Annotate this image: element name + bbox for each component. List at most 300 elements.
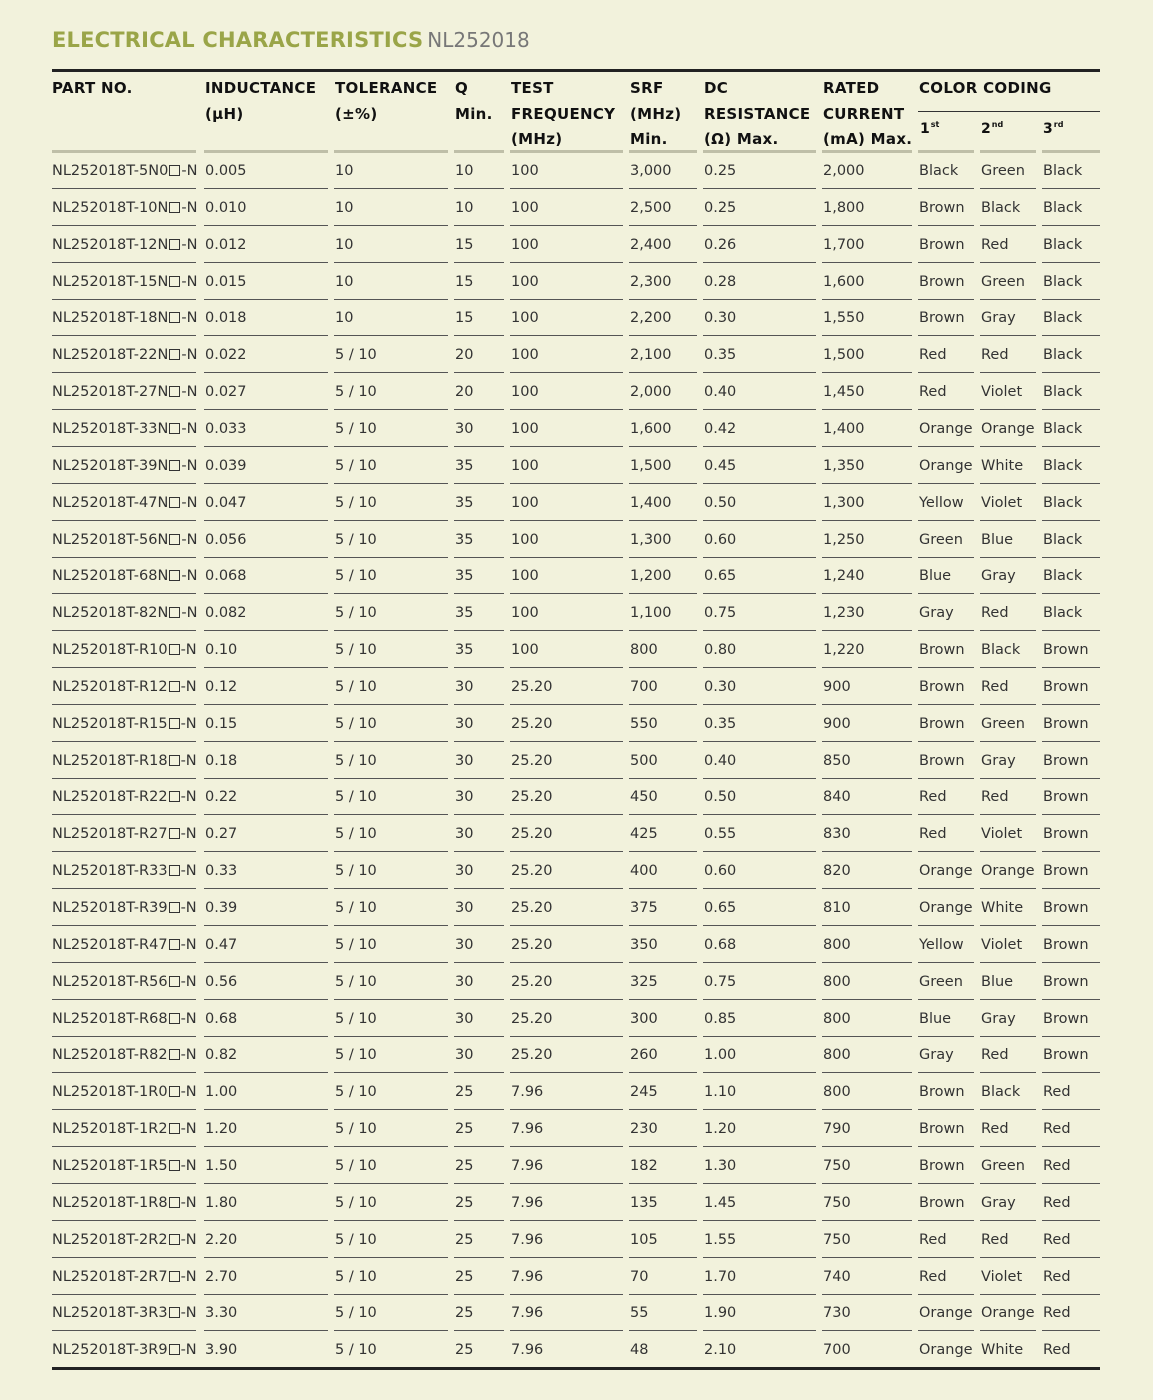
inductance-cell: 0.018 <box>205 310 247 326</box>
inductance-cell: 1.50 <box>205 1158 238 1174</box>
color-1st-cell: Yellow <box>919 937 964 953</box>
tolerance-code-box-icon <box>169 1049 180 1060</box>
row-divider <box>1042 372 1100 373</box>
color-1st-cell: Orange <box>919 863 973 879</box>
row-divider <box>1042 925 1100 926</box>
row-divider <box>454 225 504 226</box>
part-no-prefix: NL252018T-1R5 <box>52 1158 168 1174</box>
rated-current-cell: 850 <box>823 753 851 769</box>
color-3rd-cell: Red <box>1043 1232 1071 1248</box>
test-frequency-cell: 100 <box>511 421 539 437</box>
part-no-suffix: -N <box>181 347 198 363</box>
row-divider <box>980 409 1036 410</box>
test-frequency-cell: 25.20 <box>511 863 553 879</box>
row-divider <box>52 409 196 410</box>
rated-current-cell: 1,600 <box>823 274 865 290</box>
row-divider <box>703 1294 816 1295</box>
row-divider <box>918 1330 974 1331</box>
srf-cell: 800 <box>630 642 658 658</box>
row-divider <box>918 409 974 410</box>
part-no-suffix: -N <box>180 863 197 879</box>
row-divider <box>980 778 1036 779</box>
color-3rd-cell: Brown <box>1043 974 1089 990</box>
row-divider <box>629 557 697 558</box>
part-no-cell <box>52 345 197 365</box>
srf-cell: 2,100 <box>630 347 672 363</box>
tolerance-cell: 5 / 10 <box>335 1011 377 1027</box>
part-no-cell <box>52 640 197 660</box>
color-2nd-cell: Gray <box>981 753 1016 769</box>
color-1st-cell: Red <box>919 347 947 363</box>
row-divider <box>204 262 328 263</box>
tolerance-cell: 5 / 10 <box>335 605 377 621</box>
q-cell: 30 <box>455 421 474 437</box>
inductance-cell: 1.20 <box>205 1121 238 1137</box>
row-divider <box>1042 483 1100 484</box>
row-divider <box>52 299 196 300</box>
q-cell: 20 <box>455 347 474 363</box>
tolerance-cell: 5 / 10 <box>335 1269 377 1285</box>
row-divider <box>918 1183 974 1184</box>
color-2nd-cell: Red <box>981 789 1009 805</box>
tolerance-cell: 5 / 10 <box>335 974 377 990</box>
row-divider <box>204 335 328 336</box>
part-no-suffix: -N <box>180 789 197 805</box>
row-divider <box>52 188 196 189</box>
rated-current-cell: 790 <box>823 1121 851 1137</box>
row-divider <box>334 335 448 336</box>
tolerance-cell: 5 / 10 <box>335 421 377 437</box>
q-cell: 35 <box>455 568 474 584</box>
row-divider <box>629 262 697 263</box>
tolerance-code-box-icon <box>169 976 180 987</box>
header-part-no: PART NO. <box>52 79 133 97</box>
rated-current-cell: 750 <box>823 1195 851 1211</box>
row-divider <box>629 1257 697 1258</box>
part-no-suffix: -N <box>180 937 197 953</box>
tolerance-code-box-icon <box>169 718 180 729</box>
rated-current-cell: 1,250 <box>823 532 865 548</box>
row-divider <box>1042 814 1100 815</box>
row-divider <box>822 1146 912 1147</box>
row-divider <box>980 1183 1036 1184</box>
tolerance-code-box-icon <box>169 1197 180 1208</box>
part-no-suffix: -N <box>181 421 198 437</box>
tolerance-cell: 5 / 10 <box>335 1342 377 1358</box>
part-no-suffix: -N <box>181 163 198 179</box>
rated-current-cell: 1,300 <box>823 495 865 511</box>
test-frequency-cell: 100 <box>511 200 539 216</box>
q-cell: 30 <box>455 826 474 842</box>
row-divider <box>703 925 816 926</box>
dc-resistance-cell: 0.25 <box>704 163 737 179</box>
part-no-suffix: -N <box>180 974 197 990</box>
test-frequency-cell: 100 <box>511 532 539 548</box>
color-2nd-cell: Red <box>981 1232 1009 1248</box>
srf-cell: 105 <box>630 1232 658 1248</box>
row-divider <box>1042 667 1100 668</box>
part-no-prefix: NL252018T-R15 <box>52 716 168 732</box>
inductance-cell: 0.005 <box>205 163 247 179</box>
color-3rd-cell: Black <box>1043 458 1083 474</box>
color-2nd-cell: Green <box>981 274 1025 290</box>
part-no-prefix: NL252018T-R68 <box>52 1011 168 1027</box>
color-1st-cell: Gray <box>919 605 954 621</box>
row-divider <box>703 299 816 300</box>
tolerance-cell: 5 / 10 <box>335 384 377 400</box>
row-divider <box>334 851 448 852</box>
dc-resistance-cell: 0.35 <box>704 347 737 363</box>
part-no-prefix: NL252018T-10N <box>52 200 169 216</box>
header-color-coding: COLOR CODING <box>919 79 1052 97</box>
row-divider <box>204 372 328 373</box>
tolerance-cell: 10 <box>335 163 354 179</box>
test-frequency-cell: 25.20 <box>511 753 553 769</box>
row-divider <box>918 630 974 631</box>
q-cell: 30 <box>455 679 474 695</box>
color-2nd-cell: Red <box>981 1047 1009 1063</box>
row-divider <box>980 741 1036 742</box>
dc-resistance-cell: 0.40 <box>704 384 737 400</box>
header-q: Q Min. <box>455 79 493 123</box>
rated-current-cell: 2,000 <box>823 163 865 179</box>
row-divider <box>629 999 697 1000</box>
srf-cell: 260 <box>630 1047 658 1063</box>
header-srf: SRF (MHz) Min. <box>630 79 682 148</box>
tolerance-code-box-icon <box>169 865 180 876</box>
row-divider <box>1042 409 1100 410</box>
inductance-cell: 0.015 <box>205 274 247 290</box>
row-divider <box>204 1109 328 1110</box>
test-frequency-cell: 7.96 <box>511 1195 544 1211</box>
srf-cell: 1,100 <box>630 605 672 621</box>
rated-current-cell: 730 <box>823 1305 851 1321</box>
part-no-prefix: NL252018T-R33 <box>52 863 168 879</box>
part-no-prefix: NL252018T-3R9 <box>52 1342 168 1358</box>
dc-resistance-cell: 1.70 <box>704 1269 737 1285</box>
part-no-prefix: NL252018T-R56 <box>52 974 168 990</box>
rated-current-cell: 810 <box>823 900 851 916</box>
color-2nd-cell: Orange <box>981 421 1035 437</box>
color-3rd-cell: Brown <box>1043 753 1089 769</box>
rated-current-cell: 1,350 <box>823 458 865 474</box>
row-divider <box>334 1109 448 1110</box>
row-divider <box>703 1036 816 1037</box>
row-divider <box>918 372 974 373</box>
color-2nd-cell: Gray <box>981 568 1016 584</box>
dc-resistance-cell: 0.50 <box>704 495 737 511</box>
row-divider <box>703 962 816 963</box>
part-no-prefix: NL252018T-47N <box>52 495 169 511</box>
row-divider <box>629 704 697 705</box>
color-1st-cell: Orange <box>919 421 973 437</box>
part-no-suffix: -N <box>181 605 198 621</box>
q-cell: 15 <box>455 310 474 326</box>
color-2nd-cell: Red <box>981 605 1009 621</box>
row-divider <box>510 1109 623 1110</box>
tolerance-code-box-icon <box>169 1234 180 1245</box>
q-cell: 30 <box>455 716 474 732</box>
q-cell: 25 <box>455 1305 474 1321</box>
srf-cell: 48 <box>630 1342 649 1358</box>
q-cell: 15 <box>455 274 474 290</box>
rated-current-cell: 1,500 <box>823 347 865 363</box>
row-divider <box>454 335 504 336</box>
row-divider <box>454 1183 504 1184</box>
row-divider <box>52 962 196 963</box>
row-divider <box>204 446 328 447</box>
color-3rd-cell: Brown <box>1043 789 1089 805</box>
row-divider <box>703 372 816 373</box>
row-divider <box>334 814 448 815</box>
srf-cell: 55 <box>630 1305 649 1321</box>
dc-resistance-cell: 0.68 <box>704 937 737 953</box>
tolerance-code-box-icon <box>169 1160 180 1171</box>
row-divider <box>918 520 974 521</box>
tolerance-cell: 5 / 10 <box>335 568 377 584</box>
row-divider <box>703 557 816 558</box>
row-divider <box>1042 741 1100 742</box>
row-divider <box>822 1257 912 1258</box>
row-divider <box>703 335 816 336</box>
srf-cell: 182 <box>630 1158 658 1174</box>
row-divider <box>52 483 196 484</box>
tolerance-cell: 5 / 10 <box>335 1158 377 1174</box>
color-1st-cell: Yellow <box>919 495 964 511</box>
tolerance-cell: 10 <box>335 310 354 326</box>
part-no-prefix: NL252018T-R18 <box>52 753 168 769</box>
part-no-cell <box>52 972 197 992</box>
row-divider <box>52 1183 196 1184</box>
row-divider <box>454 1072 504 1073</box>
row-divider <box>454 520 504 521</box>
row-divider <box>52 851 196 852</box>
row-divider <box>918 188 974 189</box>
row-divider <box>703 409 816 410</box>
row-divider <box>629 1183 697 1184</box>
row-divider <box>454 888 504 889</box>
tolerance-code-box-icon <box>169 1344 180 1355</box>
color-3rd-cell: Black <box>1043 605 1083 621</box>
q-cell: 25 <box>455 1121 474 1137</box>
header-tolerance: TOLERANCE (±%) <box>335 79 438 123</box>
dc-resistance-cell: 1.30 <box>704 1158 737 1174</box>
row-divider <box>629 483 697 484</box>
dc-resistance-cell: 0.60 <box>704 532 737 548</box>
rated-current-cell: 800 <box>823 1084 851 1100</box>
row-divider <box>204 999 328 1000</box>
part-no-cell <box>52 1193 197 1213</box>
part-no-cell <box>52 235 197 255</box>
row-divider <box>204 225 328 226</box>
row-divider <box>454 630 504 631</box>
row-divider <box>822 851 912 852</box>
test-frequency-cell: 25.20 <box>511 937 553 953</box>
inductance-cell: 0.12 <box>205 679 238 695</box>
test-frequency-cell: 100 <box>511 310 539 326</box>
test-frequency-cell: 7.96 <box>511 1342 544 1358</box>
row-divider <box>334 593 448 594</box>
row-divider <box>980 1036 1036 1037</box>
part-no-prefix: NL252018T-R39 <box>52 900 168 916</box>
row-divider <box>1042 1036 1100 1037</box>
color-3rd-cell: Black <box>1043 568 1083 584</box>
row-divider <box>204 814 328 815</box>
row-divider <box>52 1294 196 1295</box>
row-divider <box>454 1330 504 1331</box>
row-divider <box>1042 1072 1100 1073</box>
rated-current-cell: 900 <box>823 679 851 695</box>
color-3rd-cell: Black <box>1043 163 1083 179</box>
color-3rd-cell: Red <box>1043 1084 1071 1100</box>
part-no-cell <box>52 1230 197 1250</box>
rated-current-cell: 1,400 <box>823 421 865 437</box>
dc-resistance-cell: 1.45 <box>704 1195 737 1211</box>
row-divider <box>52 1036 196 1037</box>
tolerance-code-box-icon <box>169 386 180 397</box>
row-divider <box>703 520 816 521</box>
row-divider <box>510 667 623 668</box>
row-divider <box>1042 962 1100 963</box>
dc-resistance-cell: 0.55 <box>704 826 737 842</box>
color-1st-cell: Blue <box>919 568 952 584</box>
color-3rd-cell: Brown <box>1043 863 1089 879</box>
color-1st-cell: Brown <box>919 1195 965 1211</box>
row-divider <box>918 888 974 889</box>
part-no-suffix: -N <box>180 753 197 769</box>
row-divider <box>454 851 504 852</box>
color-2nd-cell: Blue <box>981 974 1014 990</box>
row-divider <box>980 557 1036 558</box>
color-3rd-cell: Red <box>1043 1158 1071 1174</box>
title-model: NL252018 <box>427 28 530 52</box>
row-divider <box>822 593 912 594</box>
color-1st-cell: Brown <box>919 1158 965 1174</box>
rated-current-cell: 700 <box>823 1342 851 1358</box>
color-1st-cell: Red <box>919 384 947 400</box>
color-2nd-cell: Orange <box>981 863 1035 879</box>
test-frequency-cell: 100 <box>511 274 539 290</box>
row-divider <box>510 372 623 373</box>
row-divider <box>334 962 448 963</box>
row-divider <box>918 593 974 594</box>
row-divider <box>980 925 1036 926</box>
row-divider <box>454 593 504 594</box>
row-divider <box>510 1257 623 1258</box>
test-frequency-cell: 7.96 <box>511 1232 544 1248</box>
row-divider <box>980 1072 1036 1073</box>
tolerance-cell: 5 / 10 <box>335 1084 377 1100</box>
row-divider <box>918 1036 974 1037</box>
color-1st-cell: Blue <box>919 1011 952 1027</box>
part-no-prefix: NL252018T-5N0 <box>52 163 169 179</box>
row-divider <box>204 1257 328 1258</box>
inductance-cell: 0.056 <box>205 532 247 548</box>
color-2nd-cell: White <box>981 1342 1024 1358</box>
row-divider <box>334 925 448 926</box>
row-divider <box>1042 557 1100 558</box>
srf-cell: 2,200 <box>630 310 672 326</box>
color-2nd-cell: Black <box>981 1084 1021 1100</box>
row-divider <box>822 778 912 779</box>
q-cell: 25 <box>455 1342 474 1358</box>
row-divider <box>510 409 623 410</box>
row-divider <box>454 262 504 263</box>
row-divider <box>918 741 974 742</box>
header-inductance: INDUCTANCE (µH) <box>205 79 317 123</box>
color-2nd-cell: Red <box>981 237 1009 253</box>
row-divider <box>52 667 196 668</box>
color-3rd-cell: Brown <box>1043 1011 1089 1027</box>
part-no-cell <box>52 861 197 881</box>
color-1st-cell: Orange <box>919 1305 973 1321</box>
row-divider <box>918 335 974 336</box>
row-divider <box>918 667 974 668</box>
dc-resistance-cell: 1.00 <box>704 1047 737 1063</box>
srf-cell: 400 <box>630 863 658 879</box>
row-divider <box>629 1220 697 1221</box>
tolerance-code-box-icon <box>169 791 180 802</box>
row-divider <box>918 1220 974 1221</box>
color-1st-cell: Green <box>919 532 963 548</box>
row-divider <box>980 262 1036 263</box>
part-no-prefix: NL252018T-3R3 <box>52 1305 168 1321</box>
row-divider <box>204 188 328 189</box>
q-cell: 30 <box>455 1047 474 1063</box>
row-divider <box>1042 999 1100 1000</box>
test-frequency-cell: 100 <box>511 237 539 253</box>
color-2nd-cell: Violet <box>981 495 1023 511</box>
row-divider <box>204 851 328 852</box>
color-1st-cell: Orange <box>919 458 973 474</box>
test-frequency-cell: 100 <box>511 347 539 363</box>
row-divider <box>334 778 448 779</box>
color-2nd-cell: Violet <box>981 384 1023 400</box>
dc-resistance-cell: 0.65 <box>704 900 737 916</box>
row-divider <box>703 1330 816 1331</box>
rated-current-cell: 1,550 <box>823 310 865 326</box>
color-3rd-cell: Brown <box>1043 826 1089 842</box>
tolerance-cell: 5 / 10 <box>335 1195 377 1211</box>
q-cell: 25 <box>455 1232 474 1248</box>
row-divider <box>1042 888 1100 889</box>
row-divider <box>1042 1146 1100 1147</box>
color-1st-cell: Brown <box>919 642 965 658</box>
tolerance-code-box-icon <box>169 1123 180 1134</box>
tolerance-code-box-icon <box>169 497 180 508</box>
row-divider <box>822 630 912 631</box>
row-divider <box>52 999 196 1000</box>
rated-current-cell: 1,700 <box>823 237 865 253</box>
row-divider <box>454 667 504 668</box>
test-frequency-cell: 100 <box>511 605 539 621</box>
inductance-cell: 0.027 <box>205 384 247 400</box>
inductance-cell: 0.18 <box>205 753 238 769</box>
part-no-cell <box>52 456 197 476</box>
row-divider <box>822 557 912 558</box>
srf-cell: 300 <box>630 1011 658 1027</box>
part-no-prefix: NL252018T-1R2 <box>52 1121 168 1137</box>
color-2nd-cell: Gray <box>981 310 1016 326</box>
row-divider <box>918 262 974 263</box>
q-cell: 30 <box>455 789 474 805</box>
test-frequency-cell: 100 <box>511 495 539 511</box>
row-divider <box>204 299 328 300</box>
row-divider <box>454 1109 504 1110</box>
header-color-1st: 1st <box>920 120 940 137</box>
q-cell: 35 <box>455 642 474 658</box>
tolerance-code-box-icon <box>169 460 180 471</box>
